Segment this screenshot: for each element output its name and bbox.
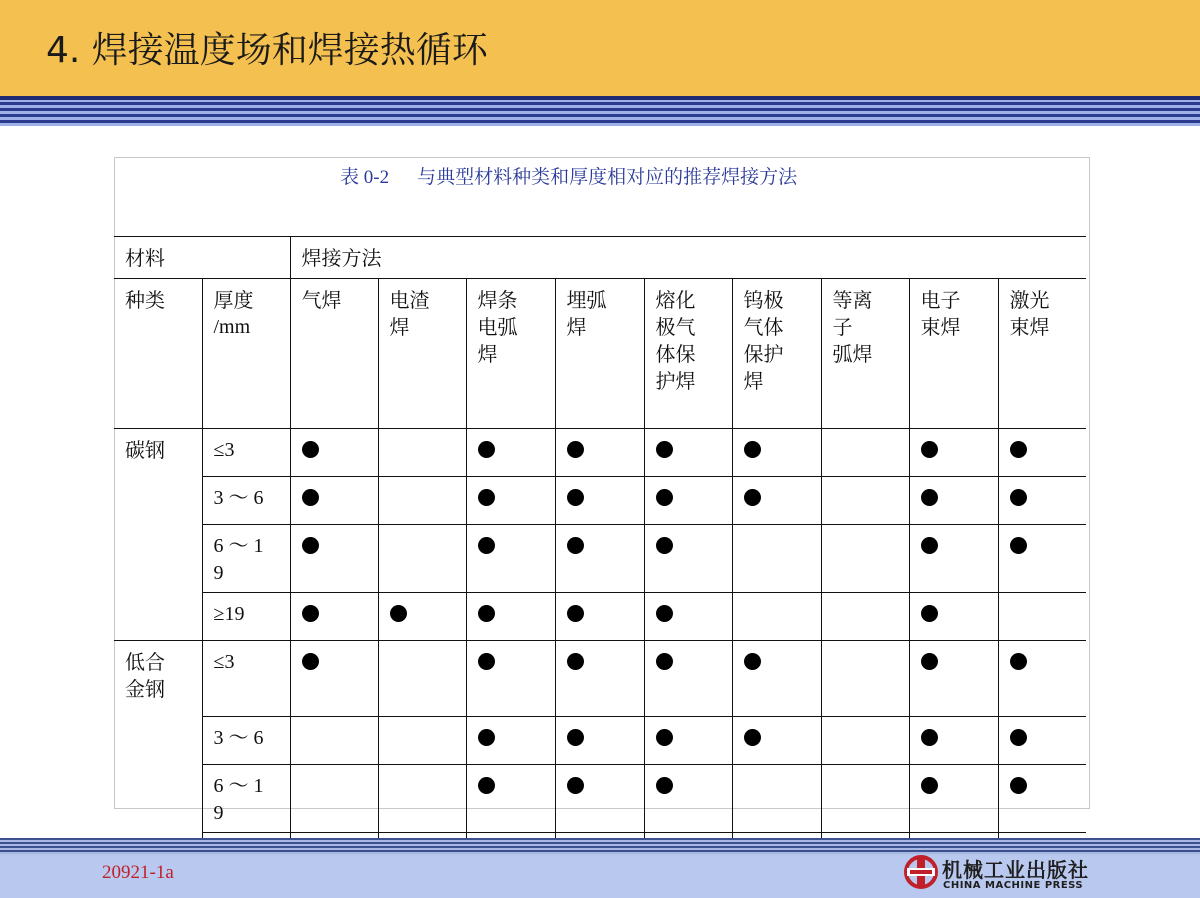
recommendation-cell: [466, 717, 555, 765]
header-method: 焊接方法: [290, 237, 1086, 279]
table-row: [114, 593, 1086, 641]
recommendation-cell: [998, 593, 1086, 641]
table-caption: [340, 162, 797, 189]
recommendation-cell: [466, 525, 555, 593]
material-cell-line: 碳钢: [125, 438, 165, 462]
method-header-line: 焊: [477, 342, 498, 366]
method-header-line: 护焊: [655, 369, 696, 393]
method-header-line: 电渣: [389, 288, 430, 312]
thickness-cell-line: ≥19: [213, 603, 245, 625]
material-cell-line: 低合: [125, 650, 165, 674]
recommendation-cell: [732, 525, 821, 593]
recommended-mark-icon: [921, 605, 938, 622]
recommended-mark-icon: [656, 441, 673, 458]
method-header: [732, 279, 821, 429]
method-header: [998, 279, 1086, 429]
recommended-mark-icon: [567, 777, 584, 794]
recommended-mark-icon: [744, 653, 761, 670]
recommended-mark-icon: [921, 489, 938, 506]
method-header-line: 保护: [743, 342, 784, 366]
recommendation-cell: [821, 525, 909, 593]
recommendation-cell: [290, 593, 378, 641]
method-header-line: 焊: [566, 315, 587, 339]
thickness-cell-line: ≤3: [213, 439, 235, 461]
method-header-line: 等离: [832, 288, 873, 312]
recommendation-cell: [732, 593, 821, 641]
recommended-mark-icon: [921, 441, 938, 458]
method-header-line: 熔化: [655, 288, 696, 312]
header-thickness-line-2: /mm: [213, 316, 251, 338]
table-row: [114, 765, 1086, 833]
table-row: [114, 641, 1086, 717]
method-header: [821, 279, 909, 429]
recommended-mark-icon: [567, 653, 584, 670]
thickness-cell-line: 3 ～ 6: [213, 487, 264, 509]
recommendation-cell: [644, 593, 732, 641]
method-header-line: 埋弧: [566, 288, 607, 312]
recommendation-cell: [732, 641, 821, 717]
recommendation-cell: [821, 477, 909, 525]
recommended-mark-icon: [1010, 653, 1027, 670]
recommended-mark-icon: [744, 441, 761, 458]
recommendation-cell: [466, 477, 555, 525]
caption-text: 与典型材料种类和厚度相对应的推荐焊接方法: [417, 166, 798, 188]
table-row: [114, 717, 1086, 765]
recommendation-cell: [909, 765, 998, 833]
thickness-cell: [202, 641, 290, 717]
recommendation-cell: [821, 641, 909, 717]
method-header: [466, 279, 555, 429]
thickness-cell-line: 3 ～ 6: [213, 727, 264, 749]
recommended-mark-icon: [478, 489, 495, 506]
recommended-mark-icon: [1010, 729, 1027, 746]
recommended-mark-icon: [302, 441, 319, 458]
thickness-cell: [202, 477, 290, 525]
method-header-line: 极气: [655, 315, 696, 339]
recommendation-cell: [909, 717, 998, 765]
table-row: [114, 477, 1086, 525]
recommended-mark-icon: [921, 729, 938, 746]
recommended-mark-icon: [656, 537, 673, 554]
recommended-mark-icon: [1010, 777, 1027, 794]
method-header-line: 子: [832, 315, 853, 339]
table-row: [114, 429, 1086, 477]
recommendation-cell: [909, 641, 998, 717]
publisher-name-en: CHINA MACHINE PRESS: [943, 880, 1084, 891]
recommended-mark-icon: [302, 605, 319, 622]
page-code: 20921-1a: [102, 862, 174, 883]
method-header-line: 焊: [389, 315, 410, 339]
method-header: [644, 279, 732, 429]
thickness-cell-line: ≤3: [213, 651, 235, 673]
recommendation-cell: [466, 765, 555, 833]
recommendation-cell: [466, 593, 555, 641]
header-thickness: [202, 279, 290, 429]
header-kind: 种类: [114, 279, 202, 429]
recommendation-cell: [998, 641, 1086, 717]
slide-title: 4. 焊接温度场和焊接热循环: [46, 30, 488, 71]
recommendation-cell: [998, 429, 1086, 477]
recommendation-cell: [466, 641, 555, 717]
recommendation-cell: [909, 593, 998, 641]
recommendation-cell: [555, 717, 644, 765]
recommended-mark-icon: [1010, 537, 1027, 554]
recommendation-cell: [998, 765, 1086, 833]
recommended-mark-icon: [921, 653, 938, 670]
recommended-mark-icon: [478, 729, 495, 746]
header-row-1: [114, 237, 1086, 279]
recommendation-cell: [378, 477, 466, 525]
recommendation-cell: [732, 765, 821, 833]
method-header-line: 弧焊: [832, 342, 873, 366]
recommended-mark-icon: [478, 605, 495, 622]
recommendation-cell: [555, 477, 644, 525]
recommended-mark-icon: [744, 489, 761, 506]
recommended-mark-icon: [390, 605, 407, 622]
recommendation-cell: [378, 641, 466, 717]
recommended-mark-icon: [567, 441, 584, 458]
recommendation-cell: [378, 593, 466, 641]
recommendation-cell: [909, 429, 998, 477]
material-cell: [114, 429, 202, 641]
recommendation-cell: [644, 641, 732, 717]
caption-number: 表 0-2: [340, 167, 390, 188]
recommendation-cell: [998, 525, 1086, 593]
recommended-mark-icon: [656, 653, 673, 670]
recommended-mark-icon: [478, 777, 495, 794]
publisher-logo: [902, 852, 1112, 894]
recommendation-cell: [290, 429, 378, 477]
method-header: [290, 279, 378, 429]
thickness-cell-line: 9: [213, 802, 224, 824]
method-header: [555, 279, 644, 429]
recommendation-cell: [290, 641, 378, 717]
method-header-line: 束焊: [920, 315, 961, 339]
recommendation-cell: [555, 641, 644, 717]
method-header-line: 焊条: [477, 288, 518, 312]
recommendation-cell: [378, 717, 466, 765]
method-header: [378, 279, 466, 429]
recommended-mark-icon: [478, 653, 495, 670]
recommendation-cell: [555, 429, 644, 477]
material-cell-line: 金钢: [125, 677, 165, 701]
recommended-mark-icon: [302, 489, 319, 506]
recommended-mark-icon: [921, 537, 938, 554]
recommendation-cell: [290, 525, 378, 593]
recommendation-cell: [644, 429, 732, 477]
recommended-mark-icon: [302, 537, 319, 554]
method-header-line: 电弧: [477, 315, 518, 339]
recommendation-cell: [644, 525, 732, 593]
header-material: 材料: [114, 237, 290, 279]
thickness-cell: [202, 525, 290, 593]
recommended-mark-icon: [744, 729, 761, 746]
method-header-line: 气焊: [301, 288, 342, 312]
recommended-mark-icon: [1010, 441, 1027, 458]
recommendation-cell: [909, 477, 998, 525]
recommendation-cell: [378, 525, 466, 593]
method-header-line: 束焊: [1009, 315, 1050, 339]
recommendation-cell: [644, 765, 732, 833]
recommended-mark-icon: [478, 441, 495, 458]
method-header-line: 电子: [920, 288, 961, 312]
recommendation-cell: [998, 717, 1086, 765]
publisher-emblem-icon: [904, 854, 938, 890]
header-stripe: [0, 96, 1200, 126]
recommendation-cell: [998, 477, 1086, 525]
recommendation-cell: [821, 593, 909, 641]
thickness-cell-line: 6 ～ 1: [213, 775, 264, 797]
method-header-line: 气体: [743, 315, 784, 339]
recommended-mark-icon: [656, 605, 673, 622]
welding-method-table: [114, 236, 1086, 881]
recommendation-cell: [732, 429, 821, 477]
recommendation-cell: [290, 717, 378, 765]
recommended-mark-icon: [656, 777, 673, 794]
recommendation-cell: [378, 765, 466, 833]
thickness-cell: [202, 717, 290, 765]
thickness-cell: [202, 593, 290, 641]
method-header-line: 体保: [655, 342, 696, 366]
recommendation-cell: [378, 429, 466, 477]
recommended-mark-icon: [656, 729, 673, 746]
recommended-mark-icon: [1010, 489, 1027, 506]
thickness-cell-line: 9: [213, 562, 224, 584]
header-stripe-edge: [0, 96, 1200, 100]
recommended-mark-icon: [567, 537, 584, 554]
method-header-line: 激光: [1009, 288, 1050, 312]
recommendation-cell: [290, 477, 378, 525]
recommended-mark-icon: [656, 489, 673, 506]
method-header: [909, 279, 998, 429]
recommendation-cell: [555, 593, 644, 641]
recommendation-cell: [732, 477, 821, 525]
recommendation-cell: [466, 429, 555, 477]
recommended-mark-icon: [567, 605, 584, 622]
publisher-name-cn: 机械工业出版社: [942, 858, 1089, 882]
recommended-mark-icon: [567, 489, 584, 506]
header-row-2: [114, 279, 1086, 429]
recommended-mark-icon: [921, 777, 938, 794]
recommendation-cell: [290, 765, 378, 833]
recommendation-cell: [821, 429, 909, 477]
recommendation-cell: [555, 765, 644, 833]
recommended-mark-icon: [567, 729, 584, 746]
recommendation-cell: [644, 477, 732, 525]
thickness-cell: [202, 429, 290, 477]
recommendation-cell: [732, 717, 821, 765]
table-row: [114, 525, 1086, 593]
recommendation-cell: [909, 525, 998, 593]
recommended-mark-icon: [478, 537, 495, 554]
recommendation-cell: [555, 525, 644, 593]
method-header-line: 钨极: [743, 288, 784, 312]
header-thickness-line-1: 厚度: [213, 288, 254, 312]
recommendation-cell: [644, 717, 732, 765]
recommended-mark-icon: [302, 653, 319, 670]
recommendation-cell: [821, 765, 909, 833]
thickness-cell: [202, 765, 290, 833]
method-header-line: 焊: [743, 369, 764, 393]
thickness-cell-line: 6 ～ 1: [213, 535, 264, 557]
recommendation-cell: [821, 717, 909, 765]
